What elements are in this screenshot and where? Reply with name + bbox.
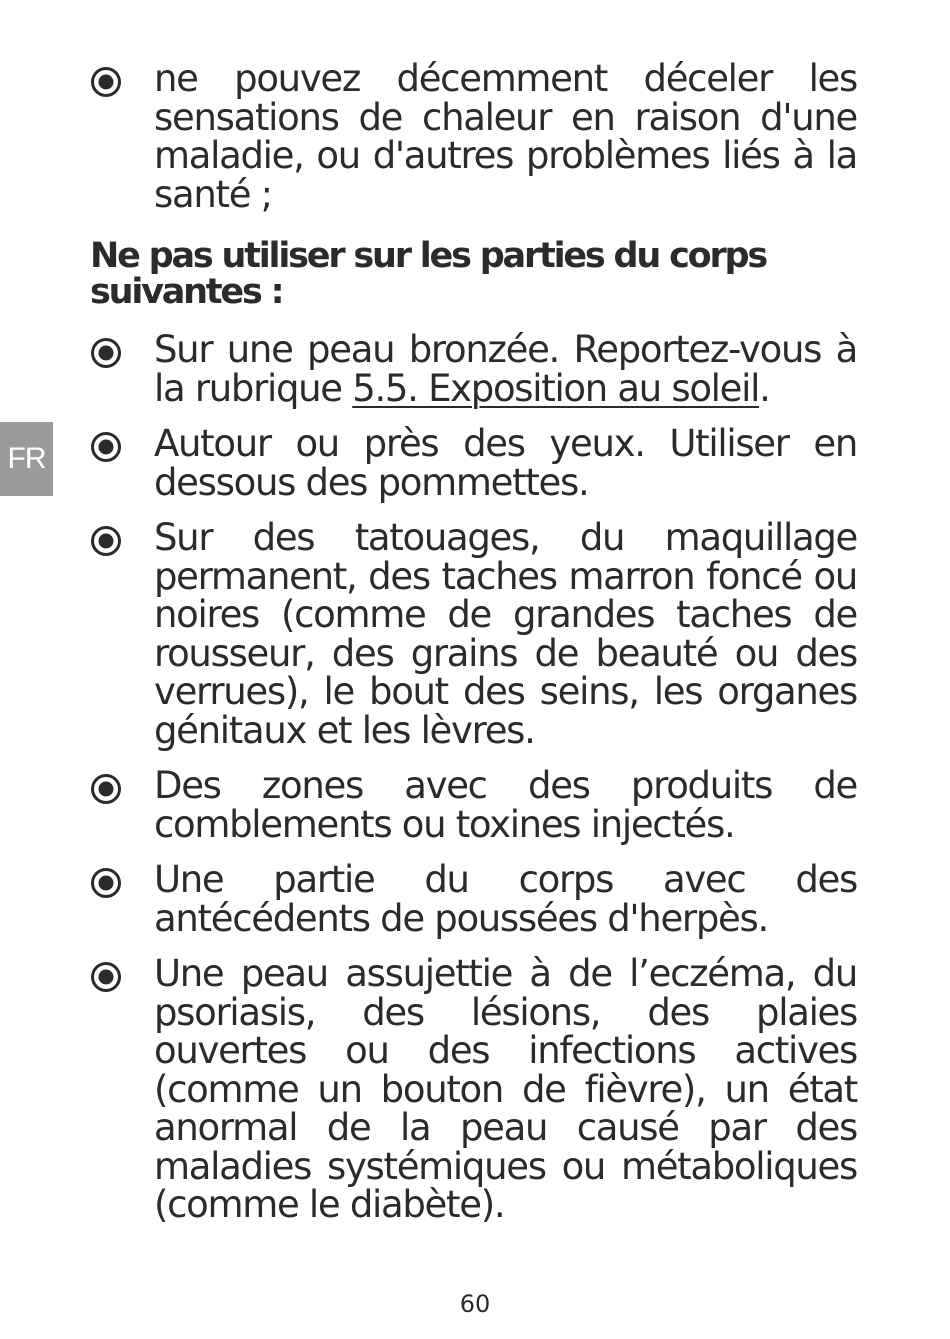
page-number: 60 <box>459 1290 491 1318</box>
list-item-text: Sur des tatouages, du maquillage permanent, des taches marron foncé ou noires (comme de grandes taches de rousseur, des grains de beauté ou des verrues), le bout des seins, les organes génitaux et les lèvres. <box>154 516 857 752</box>
list-item-text: Des zones avec des produits de comblements ou toxines injectés. <box>154 764 857 846</box>
list-item <box>90 422 857 504</box>
radio-bullet-icon <box>90 337 122 369</box>
radio-bullet-icon <box>90 867 122 899</box>
list-item-text: Une partie du corps avec des antécédents de poussées d'herpès. <box>154 858 857 940</box>
language-tab: FR <box>0 422 53 496</box>
list-item-text <box>154 328 857 410</box>
list-item <box>90 328 857 410</box>
sun-exposure-link[interactable]: 5.5. Exposition au soleil <box>352 366 760 410</box>
radio-bullet-icon <box>90 773 122 805</box>
list-item <box>90 764 857 846</box>
list-item <box>90 858 857 940</box>
radio-bullet-icon <box>90 66 122 98</box>
list-item-text-end: . <box>759 366 770 410</box>
list-item <box>90 57 857 216</box>
list-item-text-start: Sur une peau bronzée. Reportez-vous à la rubrique <box>154 328 857 410</box>
list-item-text: ne pouvez décemment déceler les sensations de chaleur en raison d'une maladie, ou d'autres problèmes liés à la santé ; <box>154 57 857 216</box>
radio-bullet-icon <box>90 525 122 557</box>
section-heading: Ne pas utiliser sur les parties du corps suivantes : <box>90 236 767 312</box>
list-item <box>90 952 857 1226</box>
list-item-text: Autour ou près des yeux. Utiliser en dessous des pommettes. <box>154 422 857 504</box>
radio-bullet-icon <box>90 961 122 993</box>
radio-bullet-icon <box>90 431 122 463</box>
list-item <box>90 516 857 752</box>
list-item-text: Une peau assujettie à de l’eczéma, du psoriasis, des lésions, des plaies ouvertes ou des infections actives (comme un bouton de fièvre), un état anormal de la peau causé par des maladies systémiques ou métaboliques (comme le diabète). <box>154 952 857 1226</box>
page-content <box>90 57 857 1242</box>
